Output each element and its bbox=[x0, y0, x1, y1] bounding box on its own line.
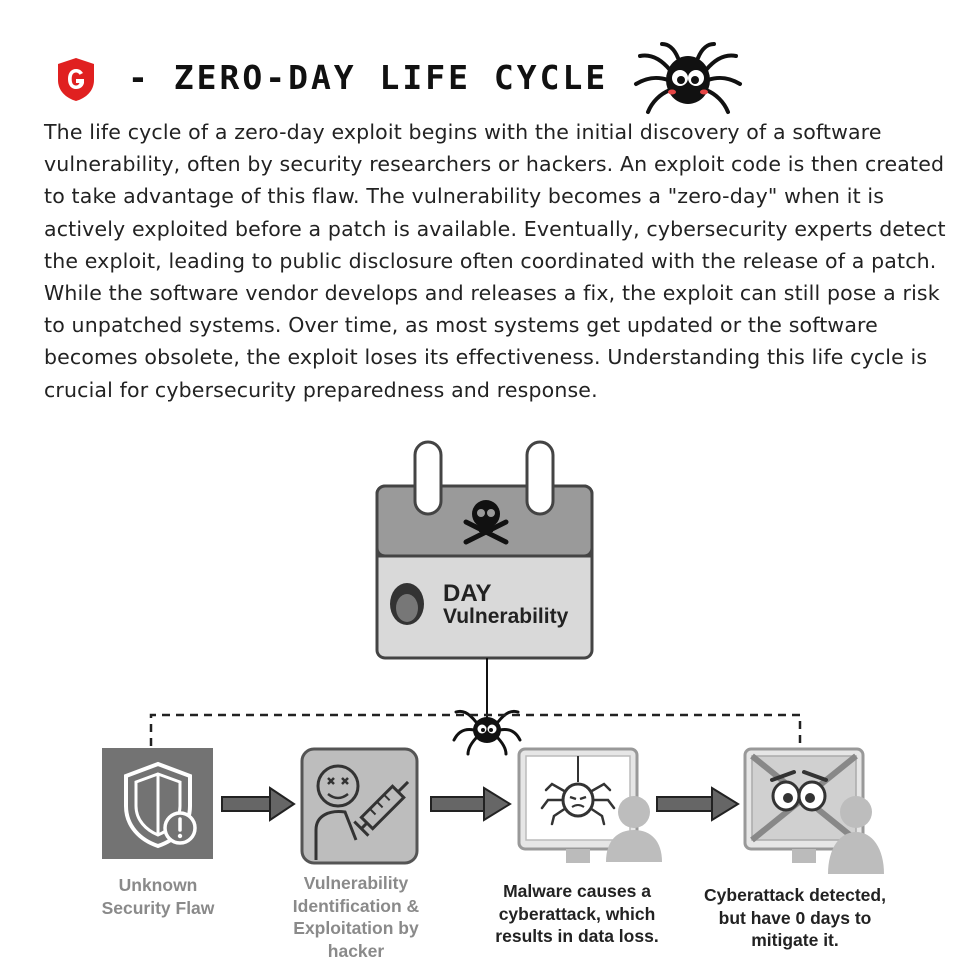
step-3-label: Malware causes a cyberattack, which results in data loss. bbox=[495, 881, 659, 946]
calendar-vulnerability-label: Vulnerability bbox=[443, 605, 569, 628]
hanging-spider-icon bbox=[454, 711, 520, 754]
shield-warning-icon bbox=[102, 748, 213, 859]
step-1-label: Unknown Security Flaw bbox=[101, 875, 215, 918]
arrow-icon bbox=[657, 788, 738, 820]
intro-paragraph: The life cycle of a zero-day exploit begins with the initial discovery of a software vulnerability, often by security researchers or hackers. An exploit code is then created to take advantage of this flaw. The vulnerability becomes a "zero-day" when it is actively exploited before a patch is available. Eventually, cybersecurity experts detect the exploit, leading to public disclosure often coordinated with the release of a patch. While the software vendor develops and releases a fix, the exploit can still pose a risk to unpatched systems. Over time, as most systems get updated or the software becomes obsolete, the exploit loses its effectiveness. Understanding this life cycle is crucial for cybersecurity preparedness and response. bbox=[44, 120, 946, 402]
hacker-face-icon bbox=[390, 583, 424, 625]
page-title: - ZERO-DAY LIFE CYCLE bbox=[128, 58, 609, 97]
detected-monitor-icon bbox=[745, 749, 884, 874]
step-4-label: Cyberattack detected, but have 0 days to mitigate it. bbox=[704, 885, 886, 950]
arrow-icon bbox=[222, 788, 294, 820]
malware-monitor-icon bbox=[519, 749, 662, 863]
calendar-day-label: DAY bbox=[443, 580, 492, 607]
arrow-icon bbox=[431, 788, 510, 820]
step-2-label: Vulnerability Identification & Exploitation by hacker bbox=[292, 873, 420, 961]
hacker-syringe-icon bbox=[302, 749, 417, 863]
